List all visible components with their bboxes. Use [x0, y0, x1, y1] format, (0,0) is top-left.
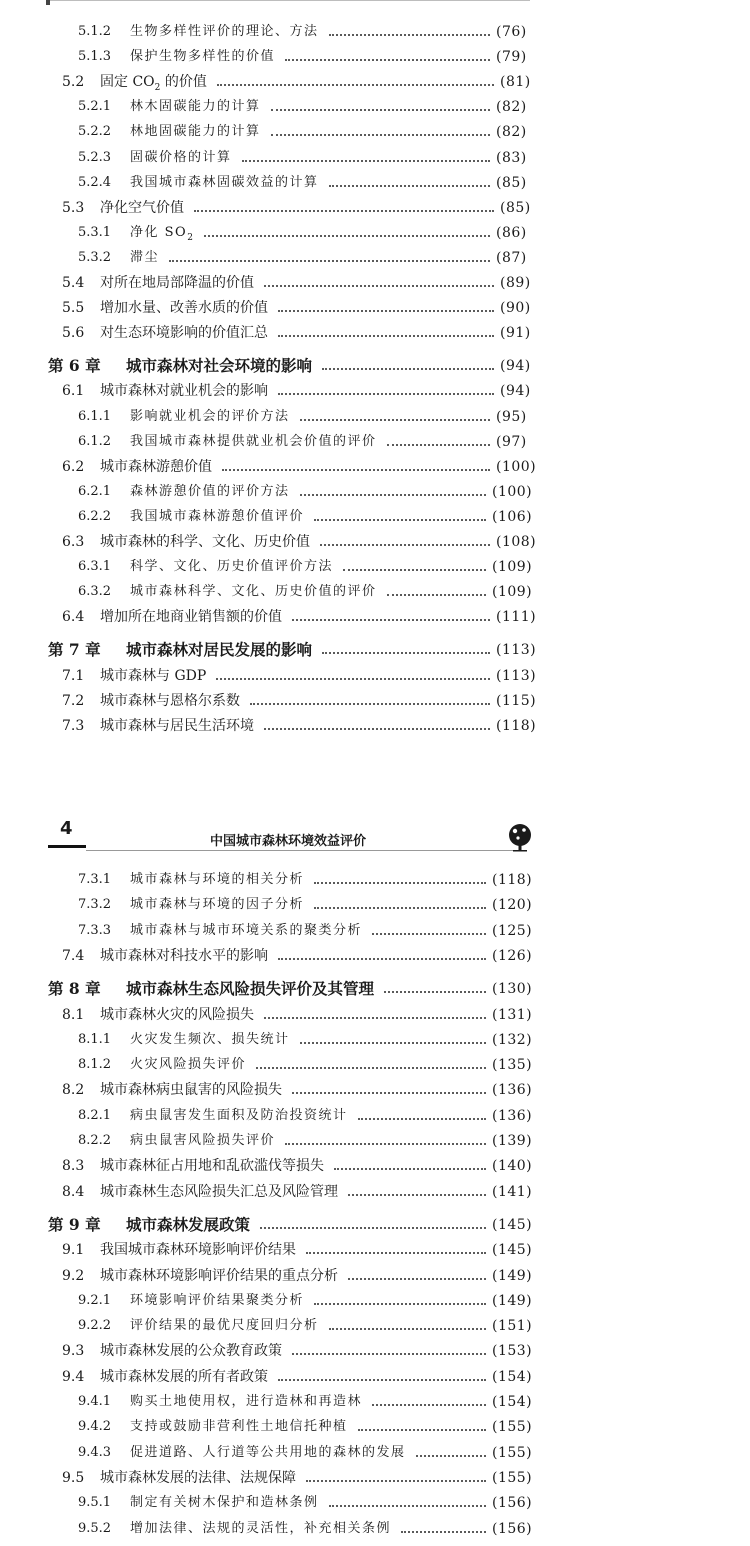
entry-number: 6.3.1 — [78, 559, 112, 575]
leader-dots — [217, 62, 494, 86]
entry-title: 制定有关树木保护和造林条例 — [130, 1495, 319, 1511]
entry-number: 5.2.1 — [78, 99, 112, 115]
entry-page: (82) — [496, 124, 527, 141]
entry-page: (85) — [500, 199, 531, 216]
entry-title: 城市森林对科技水平的影响 — [100, 947, 268, 964]
entry-page: (149) — [492, 1267, 533, 1284]
entry-page: (132) — [492, 1031, 533, 1048]
entry-title: 城市森林火灾的风险损失 — [100, 1006, 254, 1023]
entry-number: 8.1.2 — [78, 1057, 112, 1073]
entry-title: 我国城市森林固碳效益的计算 — [130, 174, 319, 190]
leader-dots — [216, 656, 490, 680]
leader-dots — [348, 1256, 486, 1280]
toc-entry — [0, 605, 750, 629]
toc-entry — [0, 714, 750, 738]
entry-title: 购买土地使用权，进行造林和再造林 — [130, 1394, 363, 1409]
leader-dots — [416, 1433, 486, 1457]
entry-number: 6.2 — [62, 458, 85, 475]
leader-dots — [278, 1357, 486, 1381]
entry-number: 6.2.2 — [78, 508, 112, 524]
entry-page: (125) — [492, 922, 533, 939]
entry-number: 8.1.1 — [78, 1031, 112, 1047]
leader-dots — [250, 681, 490, 705]
entry-page: (154) — [492, 1394, 533, 1410]
entry-page: (106) — [492, 508, 533, 525]
entry-number: 9.1 — [62, 1242, 85, 1259]
entry-page: (85) — [496, 174, 527, 191]
entry-number: 8.2.1 — [78, 1107, 112, 1123]
entry-page: (89) — [500, 275, 531, 291]
entry-page: (94) — [500, 358, 531, 375]
entry-number: 7.3.3 — [78, 922, 112, 938]
leader-dots — [264, 995, 486, 1019]
leader-dots — [194, 188, 494, 212]
entry-number: 第 6 章 — [48, 356, 101, 376]
leader-dots — [384, 969, 486, 993]
entry-number: 6.3 — [62, 534, 85, 550]
entry-number: 9.2.2 — [78, 1318, 112, 1334]
leader-dots — [256, 1045, 486, 1069]
entry-page: (109) — [492, 559, 533, 576]
leader-dots — [285, 1121, 486, 1145]
book-title: 中国城市森林环境效益评价 — [210, 834, 367, 849]
entry-page: (156) — [492, 1495, 533, 1512]
leader-dots — [306, 1230, 486, 1254]
entry-title: 林木固碳能力的计算 — [130, 99, 261, 115]
entry-number: 5.2.3 — [78, 149, 112, 165]
entry-title: 城市森林病虫鼠害的风险损失 — [100, 1082, 282, 1099]
entry-title: 科学、文化、历史价值评价方法 — [130, 559, 334, 575]
entry-page: (87) — [496, 249, 527, 266]
entry-title: 净化空气价值 — [100, 199, 184, 216]
leader-dots — [222, 447, 490, 471]
entry-number: 9.4 — [62, 1368, 85, 1385]
entry-title: 城市森林发展的所有者政策 — [100, 1368, 268, 1385]
leader-dots — [387, 572, 486, 596]
header-rule — [86, 850, 526, 851]
entry-number: 9.2 — [62, 1267, 85, 1284]
leader-dots — [169, 238, 490, 262]
entry-page: (118) — [496, 717, 537, 734]
entry-number: 第 7 章 — [48, 640, 101, 660]
entry-number: 7.3 — [62, 717, 85, 734]
subscript: 2 — [154, 83, 161, 94]
entry-number: 5.3.2 — [78, 249, 112, 265]
entry-page: (97) — [496, 433, 527, 450]
leader-dots — [372, 911, 486, 935]
toc-entry — [0, 321, 750, 345]
leader-dots — [329, 1483, 486, 1507]
running-header — [0, 812, 750, 852]
toc-entry — [0, 1491, 750, 1515]
entry-page: (140) — [492, 1158, 533, 1175]
entry-title: 林地固碳能力的计算 — [130, 124, 261, 140]
entry-title: 城市森林环境影响评价结果的重点分析 — [100, 1267, 338, 1284]
entry-page: (100) — [496, 458, 537, 475]
entry-title: 火灾风险损失评价 — [130, 1057, 247, 1073]
entry-number: 5.2 — [62, 74, 85, 91]
leader-dots — [372, 1382, 486, 1406]
entry-title: 城市森林与恩格尔系数 — [100, 692, 240, 709]
entry-title: 支持或鼓励非营利性土地信托种植 — [130, 1419, 348, 1435]
entry-title: 固碳价格的计算 — [130, 149, 232, 165]
leader-dots — [358, 1096, 486, 1120]
entry-title: 城市森林对就业机会的影响 — [100, 383, 268, 400]
entry-title: 增加水量、改善水质的价值 — [100, 300, 268, 317]
leader-dots — [306, 1458, 486, 1482]
leader-dots — [314, 1281, 486, 1305]
leader-dots — [387, 422, 490, 446]
leader-dots — [292, 1331, 486, 1355]
toc-page-top — [0, 0, 750, 745]
entry-page: (83) — [496, 149, 527, 166]
leader-dots — [401, 1509, 486, 1533]
entry-title: 城市森林征占用地和乱砍滥伐等损失 — [100, 1158, 324, 1175]
leader-dots — [314, 885, 486, 909]
leader-dots — [292, 597, 490, 621]
entry-page: (154) — [492, 1368, 533, 1385]
page-number-bar — [48, 845, 86, 848]
page-number: 4 — [60, 818, 73, 839]
entry-number: 5.2.2 — [78, 124, 112, 140]
subscript: 2 — [187, 232, 195, 243]
entry-page: (156) — [492, 1520, 533, 1537]
entry-page: (135) — [492, 1057, 533, 1074]
tree-emblem-icon — [506, 822, 534, 852]
entry-title: 保护生物多样性的价值 — [130, 49, 276, 65]
entry-number: 5.5 — [62, 300, 85, 317]
entry-number: 6.1.1 — [78, 408, 112, 424]
leader-dots — [242, 138, 490, 162]
entry-number: 7.4 — [62, 947, 85, 964]
leader-dots — [204, 213, 490, 237]
entry-page: (153) — [492, 1343, 533, 1360]
entry-page: (136) — [492, 1107, 533, 1124]
leader-dots — [300, 1020, 486, 1044]
entry-number: 第 9 章 — [48, 1214, 101, 1234]
entry-number: 8.2 — [62, 1082, 85, 1099]
entry-number: 第 8 章 — [48, 979, 101, 999]
entry-title: 城市森林与城市环境关系的聚类分析 — [130, 922, 363, 938]
toc-entry — [0, 1180, 750, 1204]
entry-number: 6.1.2 — [78, 433, 112, 449]
entry-number: 6.1 — [62, 383, 85, 400]
leader-dots — [314, 497, 486, 521]
entry-title: 城市森林发展的公众教育政策 — [100, 1343, 282, 1360]
entry-page: (109) — [492, 584, 533, 601]
entry-number: 9.5.1 — [78, 1495, 112, 1511]
entry-page: (113) — [496, 667, 537, 684]
leader-dots — [343, 547, 486, 571]
entry-page: (155) — [492, 1419, 533, 1436]
entry-number: 5.3 — [62, 199, 85, 216]
entry-page: (100) — [492, 483, 533, 500]
entry-number: 5.6 — [62, 325, 85, 342]
entry-page: (111) — [496, 609, 537, 626]
entry-title: 影响就业机会的评价方法 — [130, 408, 290, 424]
entry-number: 5.3.1 — [78, 224, 112, 240]
entry-title: 生物多样性评价的理论、方法 — [130, 24, 319, 39]
entry-page: (136) — [492, 1082, 533, 1099]
entry-page: (113) — [496, 642, 537, 659]
entry-page: (155) — [492, 1469, 533, 1486]
leader-dots — [329, 12, 490, 36]
entry-page: (139) — [492, 1133, 533, 1149]
leader-dots — [260, 1205, 486, 1229]
leader-dots — [320, 522, 490, 546]
edge-mark — [46, 0, 50, 5]
entry-title: 城市森林与 GDP — [100, 667, 207, 684]
leader-dots — [300, 472, 486, 496]
entry-page: (82) — [496, 99, 527, 116]
entry-title: 我国城市森林游憩价值评价 — [130, 508, 305, 524]
entry-page: (86) — [496, 224, 527, 241]
entry-page: (149) — [492, 1292, 533, 1309]
entry-title: 评价结果的最优尺度回归分析 — [130, 1318, 319, 1334]
entry-page: (118) — [492, 872, 533, 888]
entry-title: 病虫鼠害风险损失评价 — [130, 1133, 276, 1148]
toc-entry — [0, 555, 750, 579]
toc-entry — [0, 405, 750, 429]
entry-number: 9.5.2 — [78, 1520, 112, 1536]
entry-number: 5.1.2 — [78, 24, 112, 39]
leader-dots — [278, 313, 494, 337]
leader-dots — [292, 1070, 486, 1094]
leader-dots — [329, 163, 490, 187]
leader-dots — [358, 1407, 486, 1431]
entry-page: (131) — [492, 1006, 533, 1023]
entry-title: 促进道路、人行道等公共用地的森林的发展 — [130, 1444, 406, 1460]
entry-title: 森林游憩价值的评价方法 — [130, 483, 290, 499]
entry-number: 6.2.1 — [78, 483, 112, 499]
entry-page: (151) — [492, 1318, 533, 1335]
entry-title: 对生态环境影响的价值汇总 — [100, 325, 268, 342]
entry-title: 城市森林的科学、文化、历史价值 — [100, 534, 310, 550]
leader-dots — [264, 263, 494, 287]
leader-dots — [271, 87, 490, 111]
entry-title: 我国城市森林环境影响评价结果 — [100, 1242, 296, 1259]
leader-dots — [285, 37, 490, 61]
leader-dots — [334, 1146, 486, 1170]
entry-title: 城市森林与居民生活环境 — [100, 717, 254, 734]
entry-title: 火灾发生频次、损失统计 — [130, 1031, 290, 1047]
entry-page: (120) — [492, 897, 533, 914]
entry-number: 5.1.3 — [78, 49, 112, 65]
entry-title: 净化 $SO_2$ — [130, 224, 195, 243]
entry-number: 9.5 — [62, 1469, 85, 1486]
entry-number: 9.2.1 — [78, 1292, 112, 1308]
entry-number: 7.3.1 — [78, 872, 112, 887]
toc-entry — [0, 944, 750, 968]
entry-title: 城市森林与环境的因子分析 — [130, 897, 305, 913]
entry-page: (115) — [496, 692, 537, 709]
entry-title: 固定 $CO_2$ 的价值 — [100, 74, 207, 94]
entry-page: (126) — [492, 947, 533, 964]
entry-number: 9.4.3 — [78, 1444, 112, 1460]
entry-title: 病虫鼠害发生面积及防治投资统计 — [130, 1107, 348, 1123]
entry-title: 增加法律、法规的灵活性，补充相关条例 — [130, 1520, 392, 1536]
entry-page: (145) — [492, 1216, 533, 1233]
entry-page: (94) — [500, 383, 531, 400]
entry-page: (79) — [496, 49, 527, 66]
leader-dots — [278, 371, 494, 395]
entry-number: 5.4 — [62, 275, 85, 291]
entry-title: 城市森林游憩价值 — [100, 458, 212, 475]
entry-number: 7.2 — [62, 692, 85, 709]
toc-page-bottom — [0, 812, 750, 1546]
entry-title: 滞尘 — [130, 249, 160, 265]
entry-title: 城市森林发展的法律、法规保障 — [100, 1469, 296, 1486]
entry-number: 8.1 — [62, 1006, 85, 1023]
leader-dots — [264, 706, 490, 730]
entry-number: 8.4 — [62, 1183, 85, 1200]
entry-number: 6.4 — [62, 609, 85, 626]
page-top-edge — [48, 0, 530, 4]
entry-page: (76) — [496, 24, 527, 40]
entry-title: 我国城市森林提供就业机会价值的评价 — [130, 433, 377, 449]
entry-page: (141) — [492, 1183, 533, 1200]
entry-number: 9.4.1 — [78, 1394, 112, 1409]
leader-dots — [329, 1306, 486, 1330]
leader-dots — [322, 630, 490, 654]
entry-title: 城市森林生态风险损失评价及其管理 — [126, 979, 375, 999]
entry-title: 城市森林与环境的相关分析 — [130, 872, 305, 887]
entry-page: (95) — [496, 408, 527, 425]
entry-page: (155) — [492, 1444, 533, 1461]
entry-title: 城市森林生态风险损失汇总及风险管理 — [100, 1183, 338, 1200]
toc-entry — [0, 1517, 750, 1541]
entry-title: 城市森林对社会环境的影响 — [126, 356, 313, 376]
entry-title: 城市森林科学、文化、历史价值的评价 — [130, 584, 377, 600]
entry-title: 城市森林发展政策 — [126, 1214, 251, 1234]
entry-number: 8.2.2 — [78, 1133, 112, 1148]
entry-title: 环境影响评价结果聚类分析 — [130, 1292, 305, 1308]
leader-dots — [314, 860, 486, 884]
entry-title: 对所在地局部降温的价值 — [100, 275, 254, 291]
entry-page: (90) — [500, 300, 531, 317]
entry-page: (81) — [500, 74, 531, 91]
entry-page: (130) — [492, 981, 533, 998]
entry-number: 8.3 — [62, 1158, 85, 1175]
entry-title: 增加所在地商业销售额的价值 — [100, 609, 282, 626]
entry-title: 城市森林对居民发展的影响 — [126, 640, 313, 660]
leader-dots — [300, 397, 490, 421]
entry-number: 9.3 — [62, 1343, 85, 1360]
leader-dots — [322, 346, 494, 370]
entry-number: 7.1 — [62, 667, 85, 684]
entry-number: 5.2.4 — [78, 174, 112, 190]
entry-number: 9.4.2 — [78, 1419, 112, 1435]
entry-number: 6.3.2 — [78, 584, 112, 600]
toc-entry — [0, 1415, 750, 1439]
entry-page: (91) — [500, 325, 531, 342]
leader-dots — [278, 936, 486, 960]
entry-number: 7.3.2 — [78, 897, 112, 913]
leader-dots — [278, 288, 494, 312]
entry-page: (108) — [496, 534, 537, 550]
leader-dots — [348, 1172, 486, 1196]
entry-page: (145) — [492, 1242, 533, 1259]
leader-dots — [271, 112, 490, 136]
